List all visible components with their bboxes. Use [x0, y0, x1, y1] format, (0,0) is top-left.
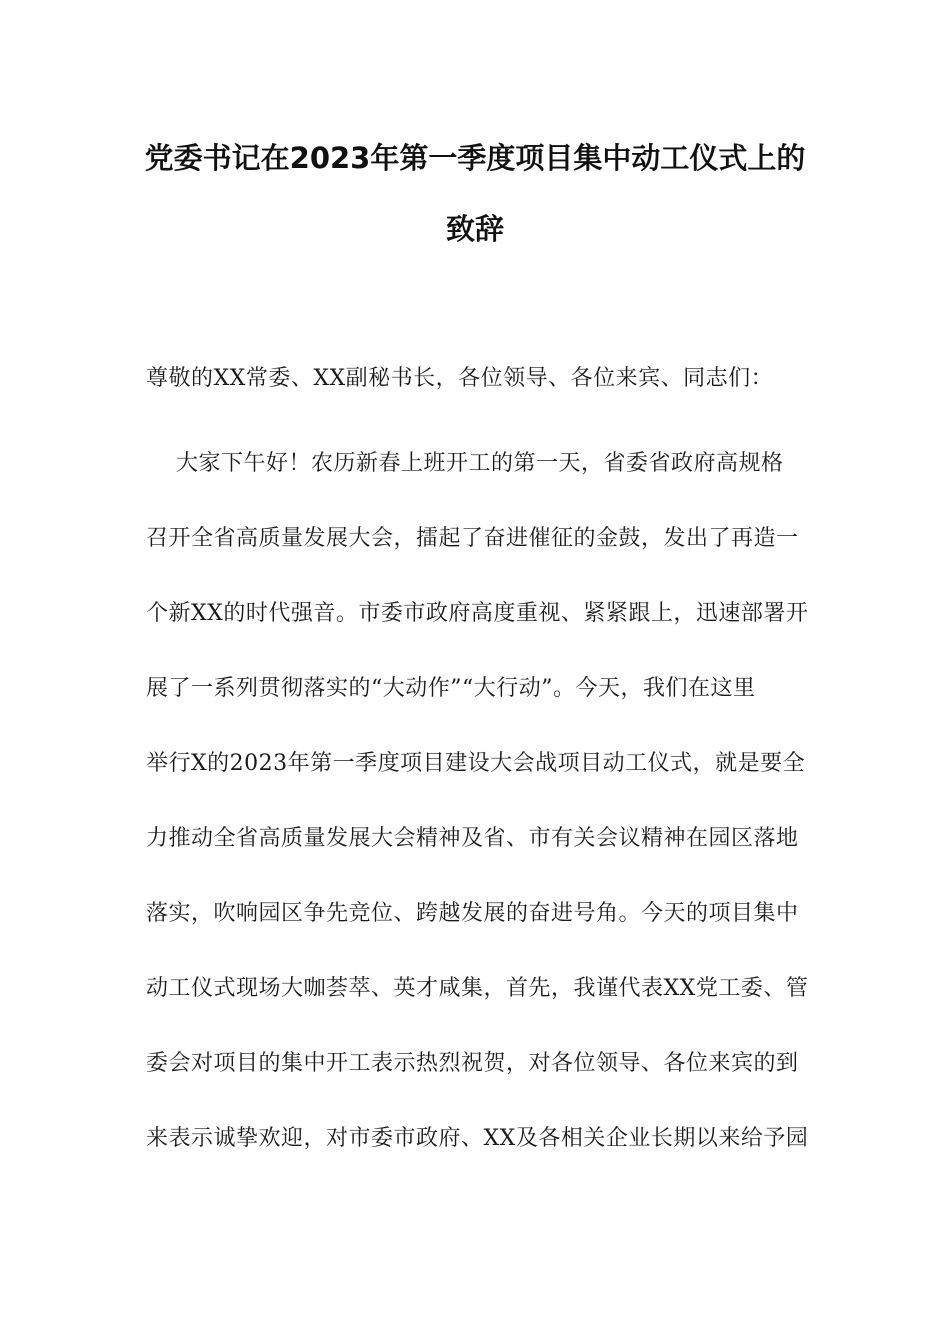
body-line-5: 举行X的2023年第一季度项目建设大会战项目动工仪式，就是要全	[146, 751, 806, 776]
body-line-6: 力推动全省高质量发展大会精神及省、市有关会议精神在园区落地	[146, 826, 799, 851]
body-line-7: 落实，吹响园区争先竞位、跨越发展的奋进号角。今天的项目集中	[146, 901, 799, 926]
body-line-8: 动工仪式现场大咖荟萃、英才咸集，首先，我谨代表XX党工委、管	[146, 976, 809, 1001]
document-title-line-2: 致辞	[445, 212, 504, 246]
body-line-9: 委会对项目的集中开工表示热烈祝贺，对各位领导、各位来宾的到	[146, 1051, 799, 1076]
body-line-10: 来表示诚挚欢迎，对市委市政府、XX及各相关企业长期以来给予园	[146, 1126, 809, 1151]
salutation: 尊敬的XX常委、XX副秘书长，各位领导、各位来宾、同志们：	[146, 366, 774, 391]
body-line-3: 个新XX的时代强音。市委市政府高度重视、紧紧跟上，迅速部署开	[146, 601, 809, 626]
body-line-1: 大家下午好！农历新春上班开工的第一天，省委省政府高规格	[146, 451, 784, 476]
body-line-2: 召开全省高质量发展大会，擂起了奋进催征的金鼓，发出了再造一	[146, 526, 799, 551]
document-title-line-1: 党委书记在2023年第一季度项目集中动工仪式上的	[144, 141, 806, 175]
body-line-4: 展了一系列贯彻落实的“大动作”“大行动”。今天，我们在这里	[146, 676, 756, 701]
